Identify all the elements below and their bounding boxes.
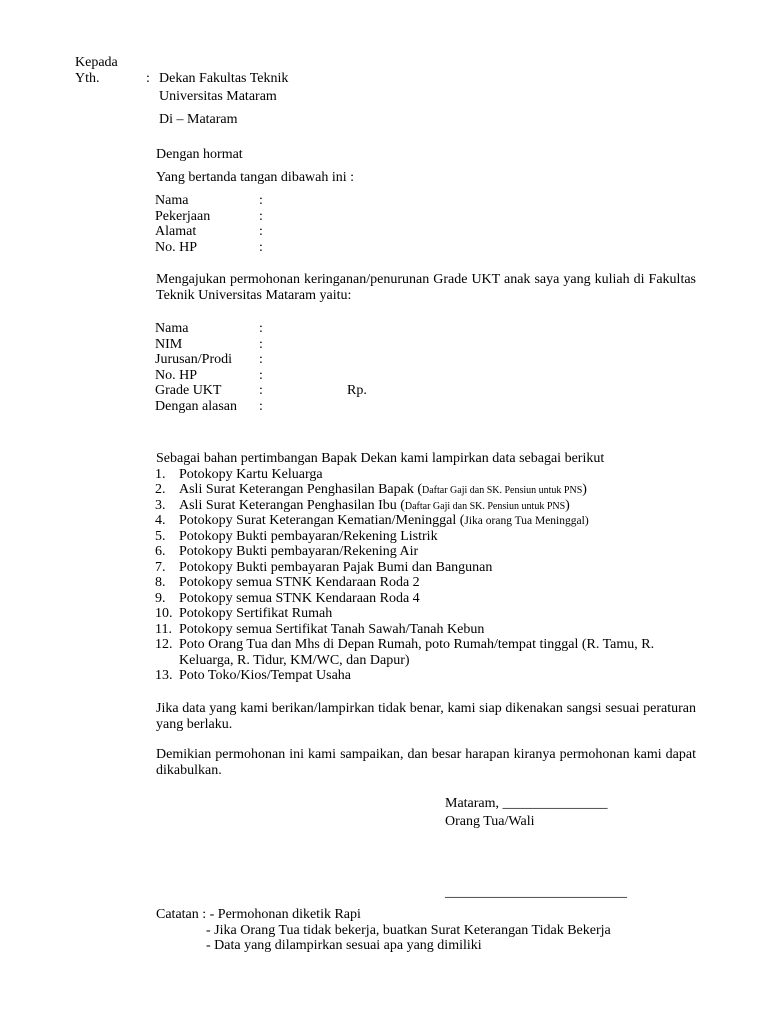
field-colon: : [259, 383, 263, 398]
list-number: 10. [155, 606, 173, 621]
intro-text: Yang bertanda tangan dibawah ini : [156, 170, 355, 185]
signature-line: __________________________ [445, 885, 627, 900]
field-colon: : [259, 367, 263, 383]
student-field-row [155, 383, 515, 399]
field-colon: : [259, 321, 263, 336]
field-colon: : [259, 208, 263, 224]
list-number: 7. [155, 559, 166, 575]
note-line-3: - Data yang dilampirkan sesuai apa yang dimiliki [206, 938, 482, 953]
field-label: Jurusan/Prodi [155, 352, 232, 367]
greeting: Dengan hormat [156, 147, 243, 162]
list-text: Potokopy semua STNK Kendaraan Roda 4 [179, 590, 420, 606]
grade-currency-label: Rp. [347, 383, 367, 398]
signature-place-date: Mataram, _______________ [445, 796, 608, 811]
parent-field-row [155, 193, 515, 209]
field-label: Nama [155, 321, 189, 336]
field-colon: : [259, 224, 263, 239]
parent-field-row [155, 224, 515, 240]
request-paragraph: Mengajukan permohonan keringanan/penurunan Grade UKT anak saya yang kuliah di Fakultas Teknik Universitas Mataram yaitu: [156, 272, 696, 303]
student-field-row [155, 352, 515, 368]
list-text: Poto Toko/Kios/Tempat Usaha [179, 668, 351, 683]
list-text: Potokopy semua STNK Kendaraan Roda 2 [179, 575, 420, 590]
yth-label: Yth. [75, 71, 100, 86]
field-label: No. HP [155, 367, 198, 383]
list-number: 11. [155, 621, 172, 637]
note-line-1: Catatan : - Permohonan diketik Rapi [156, 907, 361, 922]
list-number: 2. [155, 482, 166, 497]
field-colon: : [259, 193, 263, 208]
list-number: 5. [155, 528, 166, 544]
list-note: Daftar Gaji dan SK. Pensiun untuk PNS [422, 485, 583, 496]
field-label: No. HP [155, 239, 198, 255]
recipient-line-1: Dekan Fakultas Teknik [159, 71, 289, 86]
recipient-line-3: Di – Mataram [159, 112, 238, 127]
list-text: Potokopy Kartu Keluarga [179, 466, 323, 482]
student-field-row [155, 337, 515, 353]
student-field-row [155, 321, 515, 337]
field-label: Alamat [155, 224, 197, 239]
list-number: 3. [155, 497, 166, 513]
field-colon: : [259, 239, 263, 255]
field-label: NIM [155, 336, 183, 352]
closing-paragraph-2: Demikian permohonan ini kami sampaikan, dan besar harapan kiranya permohonan kami dapat dikabulkan. [156, 747, 696, 778]
field-label: Grade UKT [155, 383, 222, 398]
list-note: Daftar Gaji dan SK. Pensiun untuk PNS [404, 500, 566, 512]
student-field-row [155, 368, 515, 384]
list-text: Asli Surat Keterangan Penghasilan Ibu (Daftar Gaji dan SK. Pensiun untuk PNS) [179, 497, 570, 513]
attachments-intro: Sebagai bahan pertimbangan Bapak Dekan kami lampirkan data sebagai berikut [156, 451, 605, 466]
field-label: Dengan alasan [155, 398, 238, 414]
list-text: Potokopy Sertifikat Rumah [179, 606, 333, 621]
list-number: 1. [155, 466, 166, 482]
list-text: Asli Surat Keterangan Penghasilan Bapak (Daftar Gaji dan SK. Pensiun untuk PNS) [179, 482, 587, 497]
yth-colon: : [146, 71, 150, 86]
signature-role: Orang Tua/Wali [445, 814, 535, 829]
student-field-row [155, 399, 515, 415]
list-text: Poto Orang Tua dan Mhs di Depan Rumah, poto Rumah/tempat tinggal (R. Tamu, R. Keluarga, R. Tidur, KM/WC, dan Dapur) [179, 637, 655, 668]
field-colon: : [259, 398, 263, 414]
field-colon: : [259, 352, 263, 367]
note-line-2: - Jika Orang Tua tidak bekerja, buatkan Surat Keterangan Tidak Bekerja [206, 922, 611, 938]
parent-field-row [155, 240, 515, 256]
field-colon: : [259, 336, 263, 352]
field-label: Nama [155, 193, 189, 208]
list-note: Jika orang Tua Meninggal [464, 515, 585, 527]
list-text: Potokopy Bukti pembayaran/Rekening Listrik [179, 528, 438, 544]
list-text: Potokopy Bukti pembayaran Pajak Bumi dan Bangunan [179, 559, 493, 575]
list-number: 6. [155, 544, 166, 559]
list-number: 8. [155, 575, 166, 590]
recipient-line-2: Universitas Mataram [159, 89, 277, 104]
list-text: Potokopy Bukti pembayaran/Rekening Air [179, 544, 419, 559]
list-number: 12. [155, 637, 173, 652]
closing-paragraph-1: Jika data yang kami berikan/lampirkan tidak benar, kami siap dikenakan sangsi sesuai peraturan yang berlaku. [156, 701, 696, 732]
list-number: 13. [155, 668, 173, 683]
list-number: 9. [155, 590, 166, 606]
list-number: 4. [155, 513, 166, 528]
list-text: Potokopy semua Sertifikat Tanah Sawah/Tanah Kebun [179, 621, 485, 637]
kepada-label: Kepada [75, 55, 118, 70]
list-text: Potokopy Surat Keterangan Kematian/Meninggal (Jika orang Tua Meninggal) [179, 513, 589, 528]
parent-field-row [155, 209, 515, 225]
field-label: Pekerjaan [155, 208, 211, 224]
